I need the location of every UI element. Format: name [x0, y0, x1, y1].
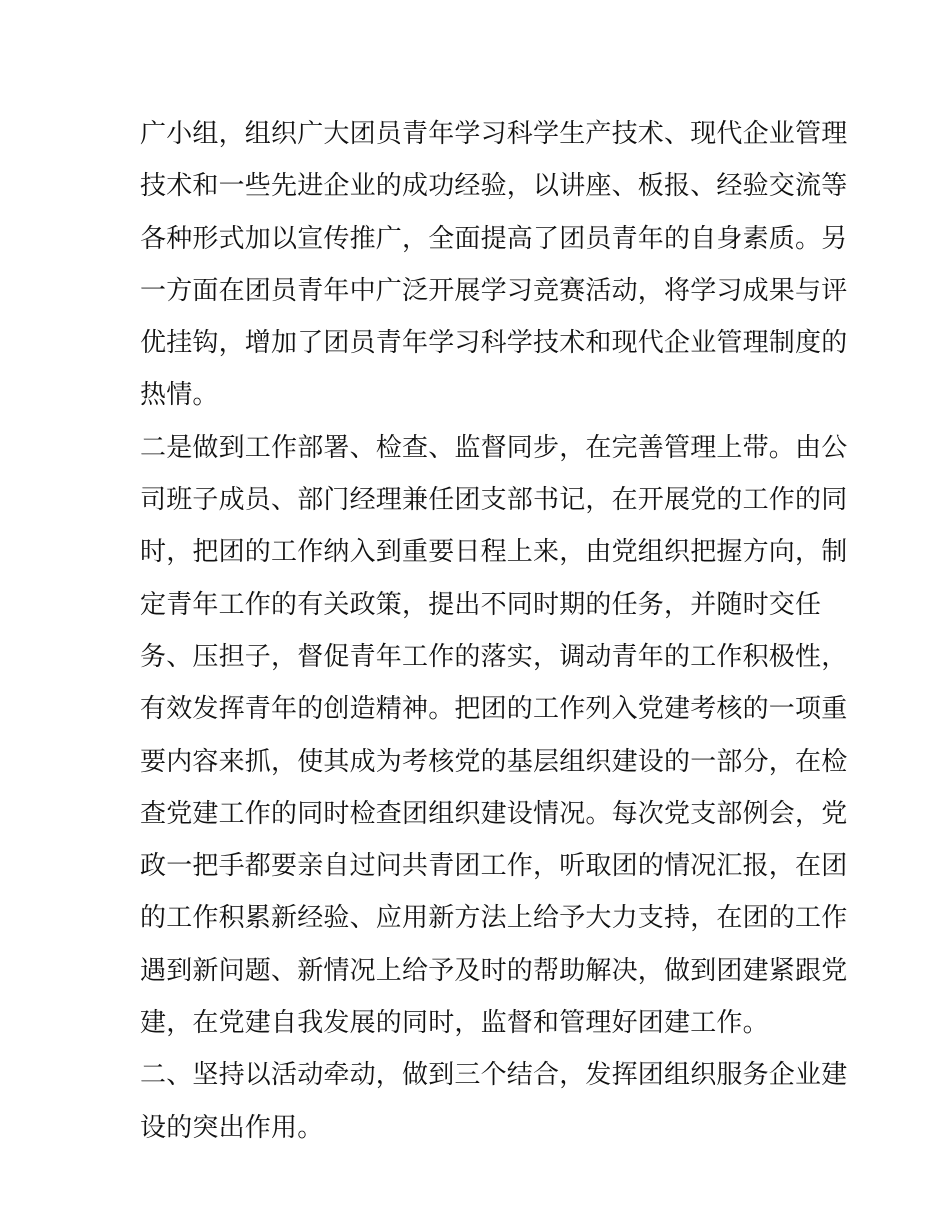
- text-line: 广小组，组织广大团员青年学习科学生产技术、现代企业管理: [140, 119, 848, 149]
- text-line: 设的突出作用。: [140, 1112, 324, 1143]
- text-line: 务、压担子，督促青年工作的落实，调动青年的工作积极性，: [140, 641, 848, 672]
- text-line: 政一把手都要亲自过问共青团工作，听取团的情况汇报，在团: [140, 851, 848, 882]
- body-text: [140, 108, 848, 1154]
- text-line: 一方面在团员青年中广泛开展学习竞赛活动，将学习成果与评: [140, 275, 848, 306]
- text-line: 优挂钩，增加了团员青年学习科学技术和现代企业管理制度的: [140, 328, 848, 359]
- text-line: 查党建工作的同时检查团组织建设情况。每次党支部例会，党: [140, 798, 848, 829]
- text-line: 定青年工作的有关政策，提出不同时期的任务，并随时交任: [140, 589, 822, 620]
- text-line: 热情。: [140, 380, 219, 411]
- text-line: 二、坚持以活动牵动，做到三个结合，发挥团组织服务企业建: [140, 1060, 848, 1091]
- text-line: 二是做到工作部署、检查、监督同步，在完善管理上带。由公: [140, 432, 848, 463]
- text-line: 时，把团的工作纳入到重要日程上来，由党组织把握方向，制: [140, 537, 848, 568]
- text-line: 的工作积累新经验、应用新方法上给予大力支持，在团的工作: [140, 903, 848, 934]
- text-line: 有效发挥青年的创造精神。把团的工作列入党建考核的一项重: [140, 694, 848, 725]
- text-line: 建，在党建自我发展的同时，监督和管理好团建工作。: [140, 1008, 769, 1039]
- text-line: 技术和一些先进企业的成功经验，以讲座、板报、经验交流等: [140, 171, 848, 202]
- text-line: 要内容来抓，使其成为考核党的基层组织建设的一部分，在检: [140, 746, 848, 777]
- text-line: 司班子成员、部门经理兼任团支部书记，在开展党的工作的同: [140, 485, 848, 516]
- text-line: 各种形式加以宣传推广，全面提高了团员青年的自身素质。另: [140, 223, 848, 254]
- text-line: 遇到新问题、新情况上给予及时的帮助解决，做到团建紧跟党: [140, 955, 848, 986]
